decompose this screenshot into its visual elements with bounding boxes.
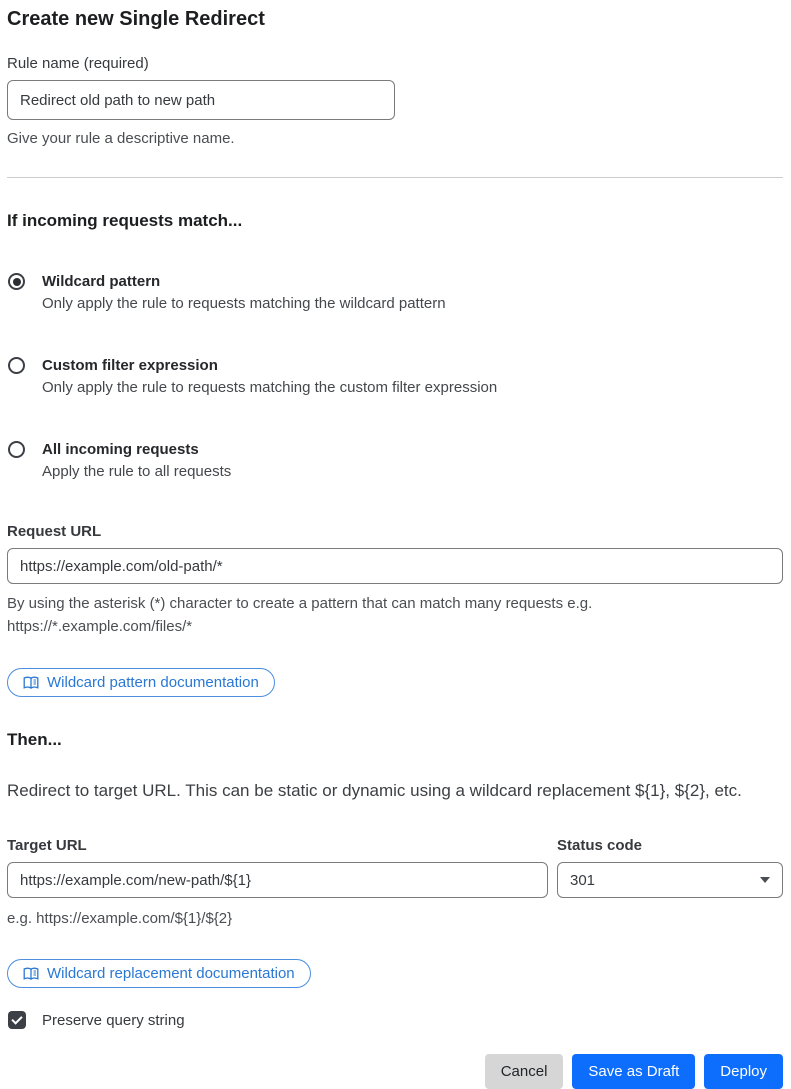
radio-description: Apply the rule to all requests (42, 463, 232, 480)
open-book-icon (23, 966, 39, 982)
radio-label: All incoming requests (42, 441, 199, 458)
match-type-radio-group (7, 271, 783, 483)
rule-name-input[interactable] (7, 80, 395, 120)
doc-button-label: Wildcard replacement documentation (47, 965, 295, 982)
request-url-help-line2: https://*.example.com/files/* (7, 618, 193, 635)
target-and-status-row (7, 837, 783, 930)
chevron-down-icon (760, 877, 770, 883)
radio-button-icon[interactable] (8, 357, 25, 374)
checkbox-icon[interactable] (8, 1011, 26, 1029)
then-description: Redirect to target URL. This can be static or dynamic using a wildcard replacement ${1}, ${2}, etc. (7, 781, 742, 800)
request-url-help-line1: By using the asterisk (*) character to create a pattern that can match many requests e.g. (7, 595, 593, 612)
wildcard-replacement-doc-button[interactable] (7, 959, 311, 988)
rule-name-help: Give your rule a descriptive name. (7, 130, 235, 147)
radio-label: Wildcard pattern (42, 273, 161, 290)
preserve-query-row[interactable] (7, 1011, 783, 1029)
radio-button-icon[interactable] (8, 273, 25, 290)
radio-button-icon[interactable] (8, 441, 25, 458)
match-section-heading: If incoming requests match... (7, 211, 243, 230)
footer-actions (7, 1054, 783, 1089)
radio-description: Only apply the rule to requests matching the wildcard pattern (42, 295, 446, 312)
wildcard-pattern-doc-button[interactable] (7, 668, 275, 697)
then-section-heading: Then... (7, 730, 62, 749)
status-code-column (557, 837, 783, 930)
preserve-query-label: Preserve query string (42, 1011, 185, 1029)
target-url-label: Target URL (7, 837, 87, 854)
request-url-section (7, 523, 783, 697)
status-code-label: Status code (557, 837, 643, 854)
rule-name-label: Rule name (required) (7, 55, 149, 72)
radio-description: Only apply the rule to requests matching the custom filter expression (42, 379, 498, 396)
target-url-help: e.g. https://example.com/${1}/${2} (7, 910, 233, 927)
save-as-draft-button[interactable]: Save as Draft (572, 1054, 695, 1089)
rule-name-section (7, 55, 783, 150)
radio-option-all-requests[interactable] (7, 439, 783, 483)
open-book-icon (23, 675, 39, 691)
radio-option-custom-filter[interactable] (7, 355, 783, 399)
status-code-select[interactable] (557, 862, 783, 898)
request-url-label: Request URL (7, 523, 102, 540)
status-code-value: 301 (570, 871, 596, 889)
section-divider (7, 177, 783, 178)
radio-label: Custom filter expression (42, 357, 218, 374)
cancel-button[interactable]: Cancel (485, 1054, 564, 1089)
doc-button-label: Wildcard pattern documentation (47, 674, 259, 691)
page-title: Create new Single Redirect (7, 8, 265, 30)
radio-option-wildcard-pattern[interactable] (7, 271, 783, 315)
request-url-input[interactable] (7, 548, 783, 584)
target-url-input[interactable] (7, 862, 548, 898)
target-url-column (7, 837, 548, 930)
deploy-button[interactable]: Deploy (704, 1054, 783, 1089)
